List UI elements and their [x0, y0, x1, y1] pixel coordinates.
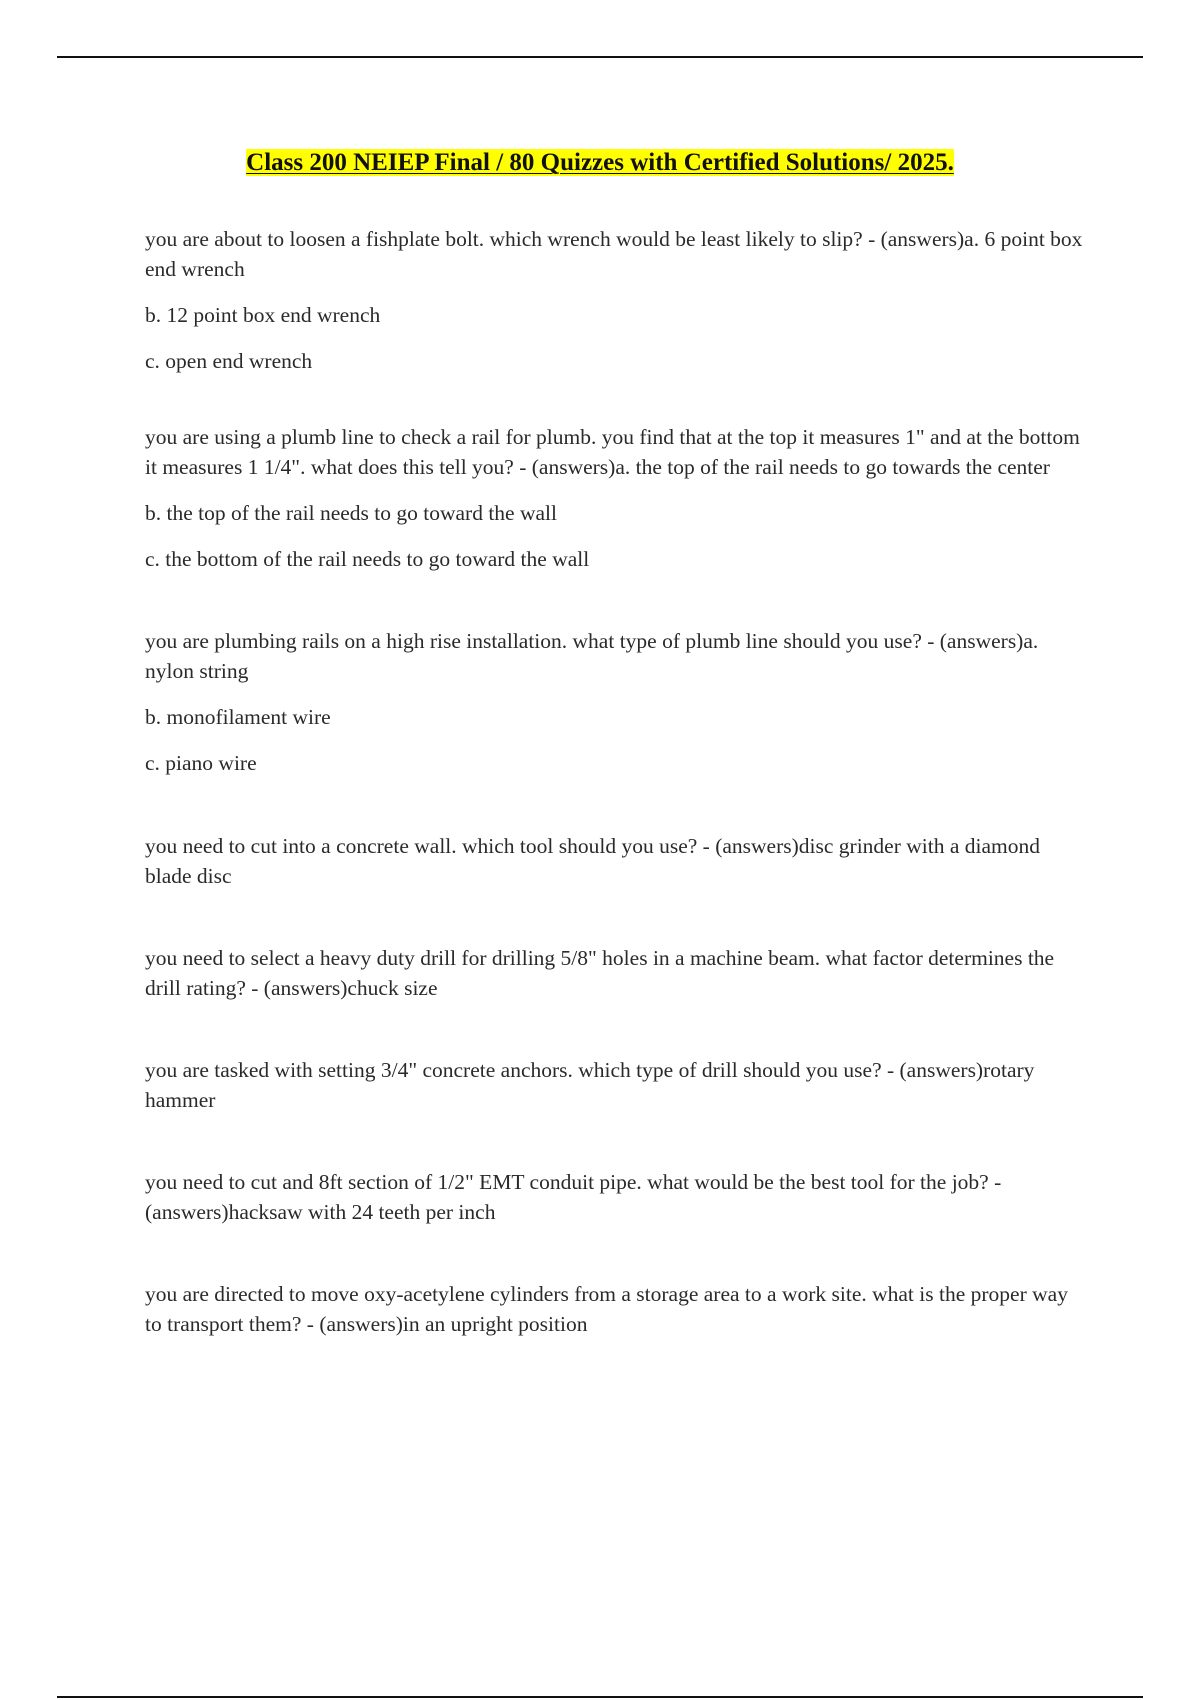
- question-item: [145, 422, 1090, 574]
- question-item: [145, 626, 1090, 778]
- bottom-rule: [57, 1696, 1143, 1698]
- question-text: you are about to loosen a fishplate bolt. which wrench would be least likely to slip? - (answers)a. 6 point box end wrench: [145, 227, 1083, 281]
- question-item: [145, 1055, 1090, 1115]
- question-text: you need to select a heavy duty drill for drilling 5/8" holes in a machine beam. what factor determines the drill rating? - (answers)chuck size: [145, 946, 1055, 1000]
- answer-option: b. 12 point box end wrench: [145, 303, 381, 327]
- question-text: you are using a plumb line to check a rail for plumb. you find that at the top it measures 1" and at the bottom it measures 1 1/4". what does this tell you? - (answers)a. the top of the rail needs to go towards the center: [145, 425, 1080, 479]
- answer-option: c. piano wire: [145, 751, 257, 775]
- answer-option: c. open end wrench: [145, 349, 313, 373]
- question-text: you are tasked with setting 3/4" concrete anchors. which type of drill should you use? - (answers)rotary hammer: [145, 1058, 1035, 1112]
- question-item: [145, 943, 1090, 1003]
- question-item: [145, 1167, 1090, 1227]
- question-item: [145, 831, 1090, 891]
- question-text: you need to cut and 8ft section of 1/2" EMT conduit pipe. what would be the best tool for the job? - (answers)hacksaw with 24 teeth per inch: [145, 1170, 1002, 1224]
- answer-option: b. the top of the rail needs to go toward the wall: [145, 501, 557, 525]
- title-container: [0, 146, 1200, 180]
- question-item: [145, 1279, 1090, 1339]
- question-item: [145, 224, 1090, 376]
- answer-option: b. monofilament wire: [145, 705, 331, 729]
- question-text: you need to cut into a concrete wall. which tool should you use? - (answers)disc grinder with a diamond blade disc: [145, 834, 1041, 888]
- question-text: you are plumbing rails on a high rise installation. what type of plumb line should you use? - (answers)a. nylon string: [145, 629, 1039, 683]
- answer-option: c. the bottom of the rail needs to go toward the wall: [145, 547, 590, 571]
- questions-list: [145, 224, 1090, 1391]
- document-title: Class 200 NEIEP Final / 80 Quizzes with Certified Solutions/ 2025.: [246, 149, 954, 176]
- top-rule: [57, 56, 1143, 58]
- question-text: you are directed to move oxy-acetylene cylinders from a storage area to a work site. what is the proper way to transport them? - (answers)in an upright position: [145, 1282, 1068, 1336]
